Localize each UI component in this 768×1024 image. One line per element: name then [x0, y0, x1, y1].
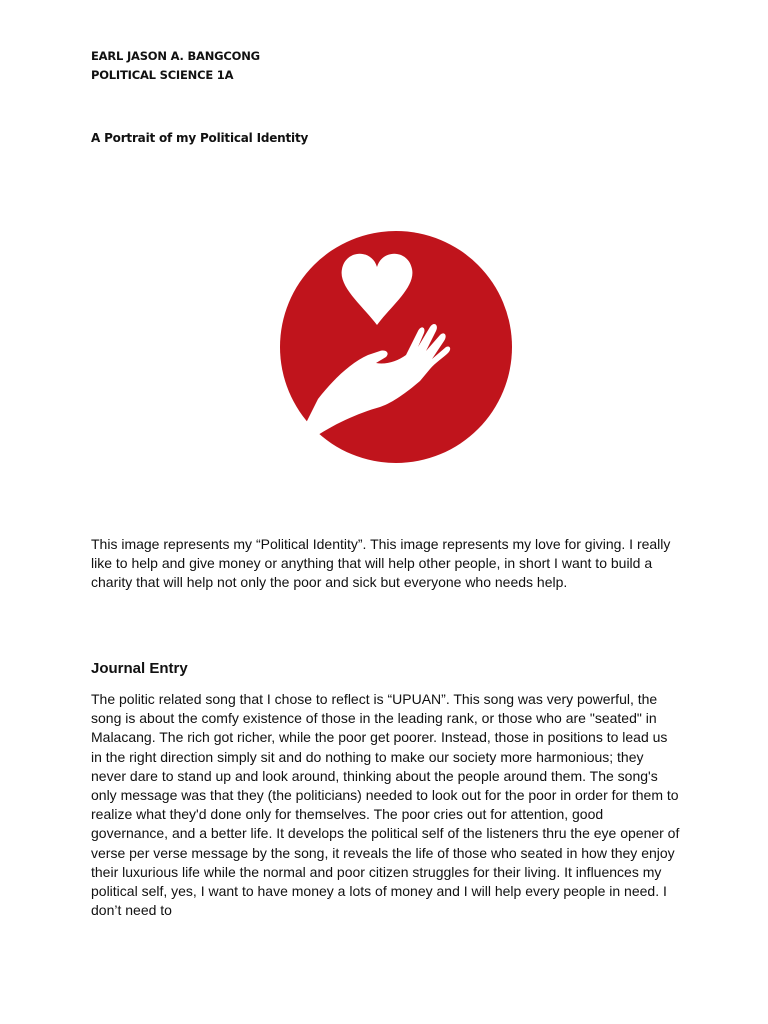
author-block	[91, 47, 260, 85]
author-name: EARL JASON A. BANGCONG	[91, 49, 260, 63]
journal-paragraph: The politic related song that I chose to reflect is “UPUAN”. This song was very powerful, the song is about the comfy existence of those in the leading rank, or those who are "seated" in Malacang. The rich got richer, while the poor get poorer. Instead, those in positions to lead us in the right direction simply sit and do nothing to make our society more harmonious; they never dare to stand up and look around, thinking about the people around them. The song's only message was that they (the politicians) needed to look out for the poor in order for them to realize what they'd done only for themselves. The poor cries out for attention, good governance, and a better life. It develops the political self of the listeners thru the eye opener of verse per verse message by the song, it reveals the life of those who seated in how they enjoy their luxurious life while the normal and poor citizen struggles for their living. It influences my political self, yes, I want to have money a lots of money and I will help every people in need. I don’t need to	[91, 691, 680, 919]
course-name: POLITICAL SCIENCE 1A	[91, 68, 234, 82]
heart-in-hand-icon	[280, 231, 512, 463]
document-title: A Portrait of my Political Identity	[91, 131, 309, 145]
journal-heading: Journal Entry	[91, 660, 188, 677]
intro-paragraph: This image represents my “Political Identity”. This image represents my love for giving. I really like to help and give money or anything that will help other people, in short I want to build a charity that will help not only the poor and sick but everyone who needs help.	[91, 536, 671, 591]
